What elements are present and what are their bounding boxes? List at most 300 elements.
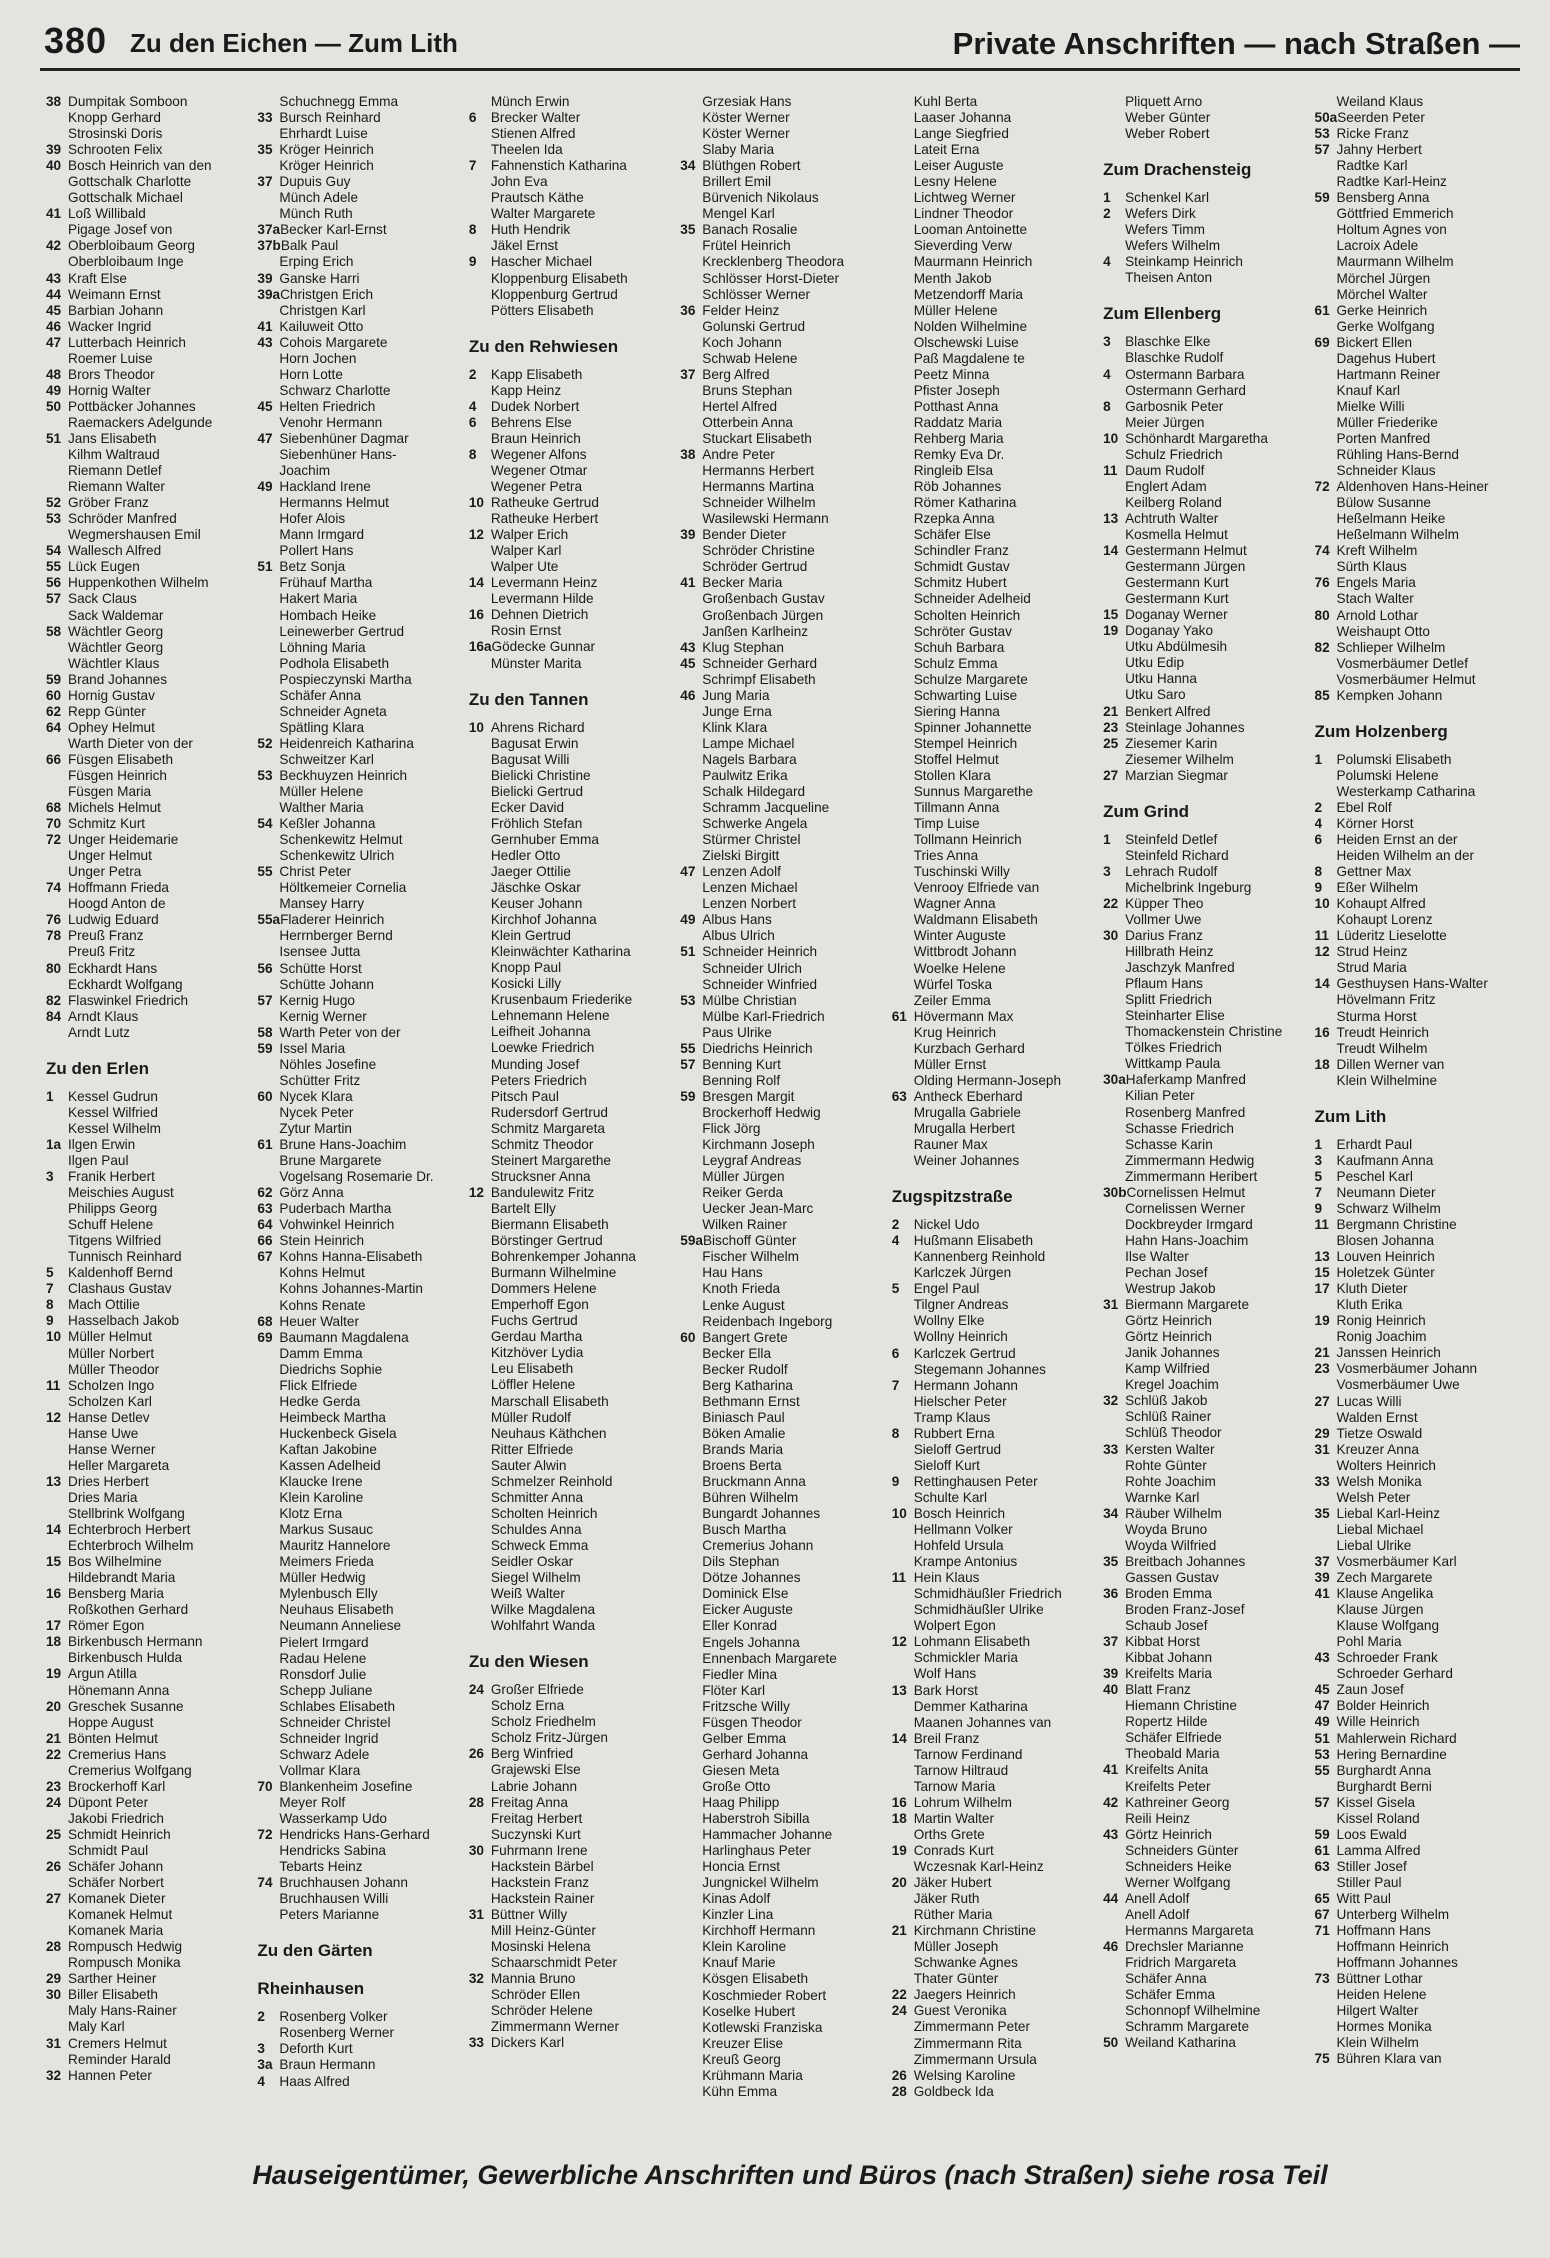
resident-entry [1103,1425,1314,1441]
resident-name: Lesny Helene [913,174,997,190]
resident-name: Bühren Wilhelm [702,1490,799,1506]
resident-name: Heimbeck Martha [279,1409,386,1425]
resident-entry [1103,1955,1314,1971]
resident-entry [257,511,468,527]
resident-name: Krecklenberg Theodora [702,254,845,270]
resident-entry [1315,928,1526,944]
house-number: 23 [46,1778,62,1794]
resident-entry [892,254,1103,270]
resident-entry [469,1169,680,1185]
resident-name: Brors Theodor [68,366,155,382]
resident-entry [257,1009,468,1025]
resident-name: Venohr Hermann [279,414,383,430]
resident-entry [892,1747,1103,1763]
house-number: 57 [1314,142,1330,158]
resident-entry [469,479,680,495]
resident-entry [469,1281,680,1297]
resident-name: Rüther Maria [913,1907,993,1923]
resident-name: Cremerius Wolfgang [68,1762,192,1778]
resident-name: Aldenhoven Hans-Heiner [1336,479,1489,495]
resident-entry [892,1955,1103,1971]
resident-entry [46,1346,257,1362]
resident-entry [1103,1137,1314,1153]
resident-name: Prautsch Käthe [490,190,584,206]
resident-name: Kitzhöver Lydia [490,1345,584,1361]
resident-entry [257,559,468,575]
house-number: 9 [468,254,477,270]
resident-name: Uecker Jean-Marc [702,1201,814,1217]
resident-entry [257,1506,468,1522]
house-number: 49 [1314,1714,1330,1730]
resident-name: Wächtler Georg [68,623,164,639]
resident-entry [892,944,1103,960]
resident-entry [1315,960,1526,976]
resident-entry [257,1731,468,1747]
resident-entry [1103,1779,1314,1795]
resident-entry [892,688,1103,704]
resident-name: Schenkel Karl [1125,190,1209,206]
resident-entry [469,623,680,639]
resident-entry [892,2019,1103,2035]
resident-entry [469,174,680,190]
resident-entry [46,1987,257,2003]
resident-name: Janssen Heinrich [1336,1345,1441,1361]
resident-name: Janßen Karlheinz [702,623,809,639]
resident-entry [892,206,1103,222]
resident-entry [469,1795,680,1811]
resident-entry [46,238,257,254]
resident-entry [892,2003,1103,2019]
resident-entry [46,1971,257,1987]
resident-name: Schlösser Horst-Dieter [702,270,839,286]
resident-entry [46,1217,257,1233]
resident-entry [469,303,680,319]
resident-entry [1315,640,1526,656]
resident-entry [257,1667,468,1683]
resident-name: Lenzen Michael [702,880,798,896]
resident-name: Kempken Johann [1336,687,1443,703]
resident-entry [892,1217,1103,1233]
resident-name: Hackstein Franz [490,1874,590,1890]
resident-entry [680,1265,891,1281]
resident-entry [1315,1747,1526,1763]
resident-entry [46,624,257,640]
resident-entry [257,1827,468,1843]
resident-entry [46,575,257,591]
resident-name: Hornig Gustav [68,687,155,703]
resident-name: Mielke Willi [1336,398,1405,414]
resident-name: Wollny Heinrich [913,1329,1008,1345]
resident-name: Kuhl Berta [913,94,978,109]
resident-entry [680,1891,891,1907]
resident-entry [892,800,1103,816]
resident-name: Vosmerbäumer Karl [1336,1553,1457,1569]
resident-entry [1315,1474,1526,1490]
street-heading: Zugspitzstraße [891,1187,1013,1207]
resident-name: Unterberg Wilhelm [1336,1907,1450,1923]
resident-name: Helten Friedrich [279,398,376,414]
resident-name: Spätling Klara [279,719,365,735]
resident-name: Neumann Anneliese [279,1618,402,1634]
resident-entry [892,1618,1103,1634]
resident-name: Wefers Dirk [1125,206,1196,222]
resident-entry [1315,1939,1526,1955]
resident-name: Levermann Hilde [490,591,594,607]
resident-entry [892,1602,1103,1618]
resident-name: Rompusch Monika [68,1955,181,1971]
resident-entry [1315,1779,1526,1795]
resident-name: Bohrenkemper Johanna [490,1249,636,1265]
resident-entry [1103,1650,1314,1666]
resident-name: Zimmermann Peter [913,2019,1031,2035]
resident-name: Müller Helene [913,302,998,318]
resident-entry [469,110,680,126]
resident-name: Zimmermann Ursula [913,2051,1037,2067]
resident-name: Müller Joseph [913,1939,999,1955]
resident-name: Lindner Theodor [913,206,1014,222]
resident-entry [469,1730,680,1746]
house-number: 51 [257,559,273,575]
resident-name: Reidenbach Ingeborg [702,1313,833,1329]
resident-name: Jaegers Heinrich [913,1987,1016,2003]
resident-entry [1103,1329,1314,1345]
resident-entry [1103,1875,1314,1891]
house-number: 34 [680,158,696,174]
resident-name: Hövelmann Fritz [1336,992,1436,1008]
resident-name: Schwarz Adele [279,1746,370,1762]
resident-entry [46,912,257,928]
resident-entry [892,736,1103,752]
resident-entry [257,1907,468,1923]
house-number: 30 [1103,928,1119,944]
resident-entry [680,752,891,768]
resident-name: Peters Marianne [279,1907,380,1923]
resident-name: Ratheuke Herbert [490,511,599,527]
resident-name: Koschmieder Robert [702,1987,827,2003]
resident-name: Schütter Fritz [279,1072,361,1088]
resident-name: Bungardt Johannes [702,1506,821,1522]
resident-name: Peetz Minna [913,366,990,382]
resident-name: Bursch Reinhard [279,110,381,126]
resident-entry [46,1105,257,1121]
house-number: 6 [468,414,477,430]
resident-name: Cohois Margarete [279,334,388,350]
resident-entry [892,880,1103,896]
resident-entry [680,1683,891,1699]
resident-name: Klein Gertrud [490,928,571,944]
resident-name: Walther Maria [279,800,364,816]
resident-name: Flick Jörg [702,1121,761,1136]
resident-name: Becker Ella [702,1345,772,1361]
resident-name: Bethmann Ernst [702,1393,800,1409]
resident-name: Schweck Emma [490,1537,589,1553]
column-4 [680,94,891,2144]
resident-entry [1103,928,1314,944]
resident-name: Leu Elisabeth [490,1361,574,1377]
resident-entry [46,1666,257,1682]
resident-entry [257,1811,468,1827]
resident-name: Kilian Peter [1125,1088,1195,1104]
resident-entry [257,479,468,495]
resident-name: Füsgen Maria [68,784,152,800]
resident-entry [469,1746,680,1762]
resident-name: Bender Dieter [702,527,787,543]
resident-entry [892,351,1103,367]
house-number: 84 [46,1008,62,1024]
resident-entry [46,1827,257,1843]
resident-entry [1103,1714,1314,1730]
resident-name: Kirchhoff Hermann [702,1923,816,1939]
resident-entry [469,800,680,816]
resident-entry [680,1249,891,1265]
house-number: 10 [891,1505,907,1521]
resident-name: Hornig Walter [68,382,151,398]
resident-name: Zaun Josef [1336,1682,1404,1698]
resident-entry [46,447,257,463]
resident-name: Mülbe Christian [702,992,797,1008]
street-heading: Rheinhausen [257,1979,365,1999]
resident-name: Kilhm Waltraud [68,447,160,463]
resident-entry [46,720,257,736]
house-number: 43 [680,639,696,655]
resident-entry [257,656,468,672]
resident-name: Siebenhüner Hans- [279,447,397,463]
resident-entry [1103,110,1314,126]
resident-entry [257,1298,468,1314]
resident-entry [46,1297,257,1313]
resident-entry [680,1859,891,1875]
resident-entry [46,1089,257,1105]
resident-entry [892,94,1103,110]
resident-name: Lenke August [702,1297,785,1313]
resident-name: Unger Helmut [68,848,152,864]
resident-name: Horn Lotte [279,366,343,382]
resident-name: Hakert Maria [279,591,358,607]
house-number: 47 [257,430,273,446]
resident-name: Loewke Friedrich [490,1040,595,1056]
resident-entry [1103,1265,1314,1281]
resident-entry [892,543,1103,559]
resident-name: Kersten Walter [1125,1441,1215,1457]
resident-entry [469,399,680,415]
resident-entry [1103,720,1314,736]
resident-name: Kernig Werner [279,1008,367,1024]
footer-note: Hauseigentümer, Gewerbliche Anschriften und Büros (nach Straßen) siehe rosa Teil [252,2160,1328,2190]
resident-name: Dickers Karl [490,2035,565,2051]
resident-name: Neuhaus Käthchen [490,1425,607,1441]
resident-name: Wacker Ingrid [68,318,152,334]
resident-entry [680,1651,891,1667]
resident-entry [1103,1522,1314,1538]
resident-name: Klause Jürgen [1336,1602,1424,1618]
resident-name: Scholten Heinrich [913,607,1021,623]
resident-name: Paulwitz Erika [702,767,788,783]
resident-entry [680,928,891,944]
resident-entry [1315,1795,1526,1811]
house-number: 10 [1314,896,1330,912]
resident-name: Große Otto [702,1778,771,1794]
resident-name: Mahlerwein Richard [1336,1730,1457,1746]
resident-entry [680,415,891,431]
resident-name: Müller Helene [279,784,364,800]
resident-entry [469,1008,680,1024]
resident-name: Christ Peter [279,864,352,880]
resident-name: Scholz Erna [490,1698,565,1714]
resident-entry [46,1442,257,1458]
resident-entry [469,1586,680,1602]
resident-entry [257,993,468,1009]
resident-name: Wolpert Egon [913,1618,996,1634]
resident-entry [892,1971,1103,1987]
resident-name: Michels Helmut [68,800,161,816]
resident-name: Schalk Hildegard [702,784,806,800]
resident-name: Vollmer Uwe [1125,911,1202,927]
resident-name: Sieverding Verw [913,238,1012,254]
house-number: 52 [46,495,62,511]
resident-entry [1103,992,1314,1008]
resident-name: Füsgen Elisabeth [68,751,174,767]
resident-entry [680,1779,891,1795]
house-number: 47 [1314,1698,1330,1714]
house-number: 1 [46,1088,54,1104]
resident-entry [680,110,891,126]
resident-entry [1315,1297,1526,1313]
resident-name: Hendricks Sabina [279,1843,386,1859]
resident-entry [680,896,891,912]
resident-name: Orths Grete [913,1826,985,1842]
resident-entry [892,624,1103,640]
house-number: 70 [46,816,62,832]
resident-name: Martin Walter [913,1810,995,1826]
house-number: 9 [1314,1200,1323,1216]
resident-entry [680,527,891,543]
resident-name: Dillen Werner van [1336,1056,1445,1072]
house-number: 67 [1314,1907,1330,1923]
resident-name: Radtke Karl [1336,158,1408,174]
resident-name: Kohaupt Lorenz [1336,912,1433,928]
resident-name: Schneiders Günter [1125,1842,1239,1858]
house-number: 55 [1314,1762,1330,1778]
resident-entry [892,335,1103,351]
resident-entry [257,1875,468,1891]
resident-entry [680,1474,891,1490]
resident-entry [469,1394,680,1410]
house-number: 17 [46,1618,62,1634]
resident-name: Klink Klara [702,719,768,735]
resident-entry [257,1843,468,1859]
resident-name: Scholten Heinrich [490,1505,598,1521]
resident-name: Riemann Walter [68,479,165,495]
resident-name: Nagels Barbara [702,751,797,767]
resident-entry [1315,1249,1526,1265]
resident-name: Timp Luise [913,816,980,832]
resident-name: Hering Bernardine [1336,1746,1447,1762]
resident-entry [892,1666,1103,1682]
resident-name: Gerke Wolfgang [1336,318,1435,334]
resident-entry [892,1442,1103,1458]
resident-entry [46,1490,257,1506]
resident-entry [1103,976,1314,992]
resident-entry [46,816,257,832]
resident-entry [46,1779,257,1795]
resident-name: Brillert Emil [702,174,771,190]
resident-name: Hertel Alfred [702,398,778,414]
resident-name: Görz Anna [279,1185,344,1201]
resident-name: Stellbrink Wolfgang [68,1505,185,1521]
resident-entry [1315,495,1526,511]
resident-name: Frühauf Martha [279,575,373,591]
house-number: 22 [46,1746,62,1762]
resident-name: Hasselbach Jakob [68,1313,180,1329]
resident-name: Kinas Adolf [702,1891,771,1907]
house-number: 74 [46,880,62,896]
resident-entry [257,816,468,832]
resident-name: Schroeder Frank [1336,1650,1438,1666]
resident-name: Köster Werner [702,126,790,142]
house-number: 51 [1314,1730,1330,1746]
resident-entry [469,415,680,431]
resident-name: Dries Herbert [68,1473,149,1489]
resident-entry [257,431,468,447]
resident-name: Wasilewski Hermann [702,511,829,527]
resident-name: Broden Franz-Josef [1125,1601,1245,1617]
resident-name: Roemer Luise [68,350,153,366]
resident-entry [892,287,1103,303]
resident-name: Rosenberg Werner [279,2025,395,2041]
resident-name: Christgen Karl [279,302,366,318]
resident-entry [1103,1602,1314,1618]
resident-name: Kissel Roland [1336,1810,1420,1826]
house-number: 64 [46,719,62,735]
resident-entry [1103,238,1314,254]
resident-entry [1315,575,1526,591]
resident-entry [680,720,891,736]
resident-name: Schäfer Else [913,527,991,543]
resident-entry [680,1570,891,1586]
house-number: 26 [468,1746,484,1762]
resident-entry [46,1811,257,1827]
house-number: 45 [46,302,62,318]
resident-name: Schuff Helene [68,1217,154,1233]
house-number: 55 [680,1040,696,1056]
resident-entry [1315,2003,1526,2019]
resident-entry [1315,94,1526,110]
house-number: 53 [1314,1746,1330,1762]
resident-entry [1103,1843,1314,1859]
resident-entry [257,1346,468,1362]
house-number: 61 [1314,302,1330,318]
house-number: 3a [257,2057,273,2073]
resident-name: Hannen Peter [68,2067,152,2083]
column-2 [257,94,468,2144]
resident-entry [680,816,891,832]
resident-name: Blaschke Rudolf [1125,350,1224,366]
resident-entry [1315,800,1526,816]
resident-entry [46,527,257,543]
resident-entry [469,367,680,383]
house-number: 51 [680,944,696,960]
resident-name: Erping Erich [279,254,354,270]
resident-name: Hanse Werner [68,1441,156,1457]
resident-name: Neumann Dieter [1336,1184,1436,1200]
house-number: 55 [257,864,273,880]
resident-entry [680,1602,891,1618]
resident-name: Pfister Joseph [913,382,1000,398]
resident-name: Drechsler Marianne [1125,1938,1244,1954]
resident-entry [892,1297,1103,1313]
resident-entry [1315,1907,1526,1923]
resident-name: Tietze Oswald [1336,1425,1423,1441]
